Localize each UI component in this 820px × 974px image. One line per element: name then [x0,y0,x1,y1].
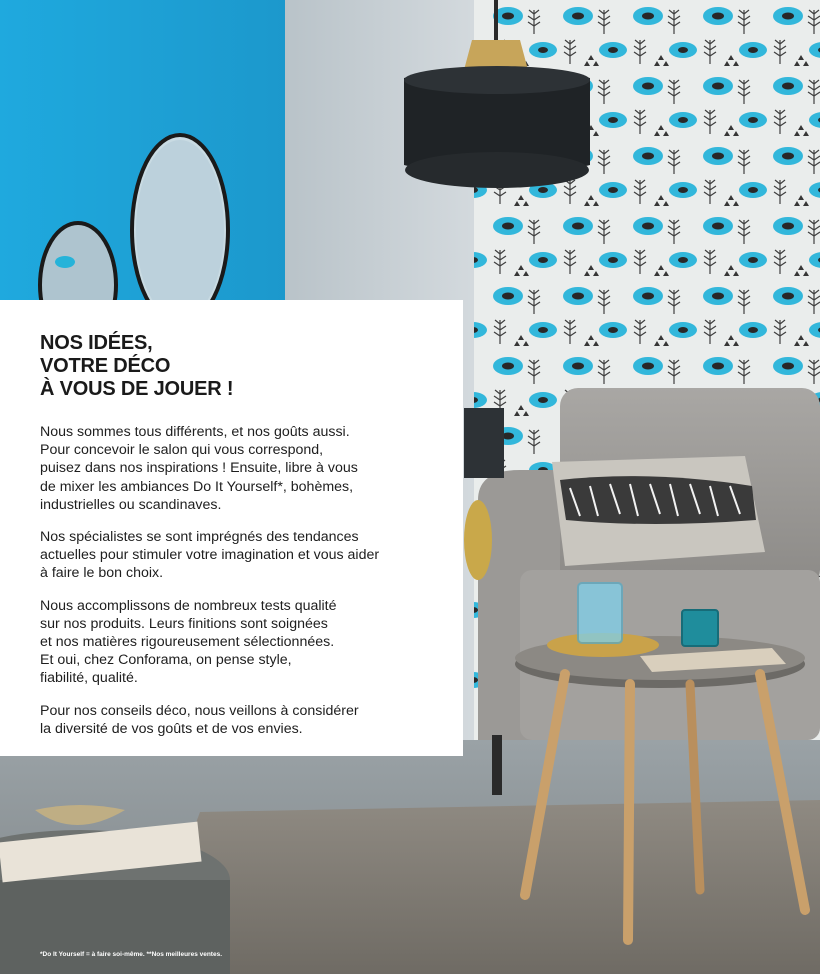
text-line: Pour concevoir le salon qui vous correspond, [40,442,324,459]
text-line: puisez dans nos inspirations ! Ensuite, libre à vous [40,460,358,477]
text-line: industrielles ou scandinaves. [40,496,222,513]
text-line: fiabilité, qualité. [40,670,138,687]
intro-text-panel [0,300,463,756]
text-line: Pour nos conseils déco, nous veillons à considérer [40,702,359,719]
footnote: *Do It Yourself = à faire soi-même. **Nos meilleures ventes. [40,951,223,958]
page-title [40,332,441,401]
text-line: sur nos produits. Leurs finitions sont soignées [40,615,328,632]
text-line: la diversité de vos goûts et de vos envies. [40,720,303,737]
title-line-3: À VOUS DE JOUER ! [40,378,234,400]
paragraph-3 [40,597,441,688]
paragraph-4 [40,702,441,738]
text-line: Nos spécialistes se sont imprégnés des tendances [40,529,359,546]
title-line-1: NOS IDÉES, [40,332,153,354]
text-line: actuelles pour stimuler votre imagination et vous aider [40,547,380,564]
text-line: de mixer les ambiances Do It Yourself*, bohèmes, [40,478,354,495]
text-line: et nos matières rigoureusement sélectionnées. [40,634,335,651]
text-line: Nous accomplissons de nombreux tests qualité [40,597,337,614]
title-line-2: VOTRE DÉCO [40,355,171,377]
paragraph-2 [40,528,441,583]
text-line: à faire le bon choix. [40,565,164,582]
paragraph-1 [40,423,441,514]
text-line: Nous sommes tous différents, et nos goûts aussi. [40,424,350,440]
text-line: Et oui, chez Conforama, on pense style, [40,652,292,669]
